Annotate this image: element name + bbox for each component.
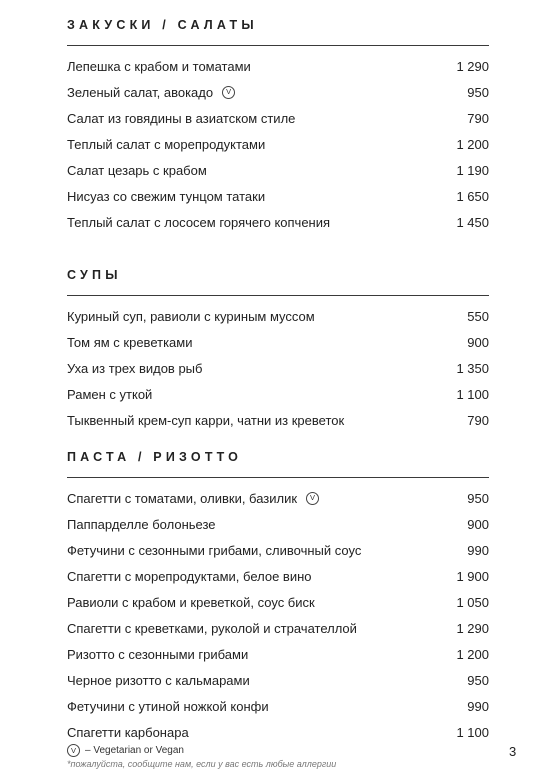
item-price: 950	[467, 84, 489, 100]
item-price: 900	[467, 334, 489, 350]
item-name: Равиоли с крабом и креветкой, соус биск	[67, 594, 315, 610]
menu-item	[67, 693, 489, 719]
vegetarian-icon: V	[306, 492, 319, 505]
menu-item	[67, 615, 489, 641]
item-name: Зеленый салат, авокадо	[67, 84, 214, 100]
item-name: Рамен с уткой	[67, 386, 153, 402]
menu-item	[67, 157, 489, 183]
item-price: 550	[467, 308, 489, 324]
item-price: 900	[467, 516, 489, 532]
item-name: Лепешка с крабом и томатами	[67, 58, 251, 74]
menu-item	[67, 511, 489, 537]
menu-item	[67, 563, 489, 589]
section-divider	[67, 477, 489, 478]
item-price: 1 200	[456, 646, 489, 662]
item-name: Том ям с креветками	[67, 334, 193, 350]
menu-item	[67, 209, 489, 235]
item-price: 1 050	[456, 594, 489, 610]
vegetarian-icon: V	[222, 86, 235, 99]
item-price: 790	[467, 110, 489, 126]
item-name: Спагетти с морепродуктами, белое вино	[67, 568, 312, 584]
menu-item	[67, 381, 489, 407]
item-name: Теплый салат с лососем горячего копчения	[67, 214, 331, 230]
item-name: Черное ризотто с кальмарами	[67, 672, 250, 688]
menu-items	[67, 303, 489, 433]
section-title: ПАСТА / РИЗОТТО	[67, 450, 243, 464]
menu-item	[67, 589, 489, 615]
section-title: ЗАКУСКИ / САЛАТЫ	[67, 18, 258, 32]
item-name: Салат цезарь с крабом	[67, 162, 207, 178]
item-name: Фетучини с утиной ножкой конфи	[67, 698, 269, 714]
menu-items	[67, 485, 489, 745]
allergy-note: *пожалуйста, сообщите нам, если у вас есть любые аллергии	[67, 759, 337, 769]
menu-item	[67, 407, 489, 433]
item-name: Тыквенный крем-суп карри, чатни из креветок	[67, 412, 345, 428]
item-price: 1 650	[456, 188, 489, 204]
menu-item	[67, 485, 489, 511]
section-pasta-risotto	[67, 447, 489, 745]
item-price: 1 200	[456, 136, 489, 152]
section-title: СУПЫ	[67, 268, 122, 282]
menu-item	[67, 537, 489, 563]
item-name: Уха из трех видов рыб	[67, 360, 203, 376]
section-divider	[67, 45, 489, 46]
menu-item	[67, 131, 489, 157]
item-name: Спагетти с томатами, оливки, базилик	[67, 490, 298, 506]
item-name: Салат из говядины в азиатском стиле	[67, 110, 296, 126]
item-price: 950	[467, 490, 489, 506]
item-name: Спагетти карбонара	[67, 724, 189, 740]
item-price: 1 190	[456, 162, 489, 178]
item-name: Теплый салат с морепродуктами	[67, 136, 266, 152]
section-divider	[67, 295, 489, 296]
menu-item	[67, 183, 489, 209]
menu-item	[67, 329, 489, 355]
menu-item	[67, 641, 489, 667]
item-price: 790	[467, 412, 489, 428]
item-price: 990	[467, 698, 489, 714]
page-number: 3	[509, 744, 517, 759]
legend-text: – Vegetarian or Vegan	[85, 745, 184, 756]
menu-item	[67, 79, 489, 105]
item-price: 1 100	[456, 386, 489, 402]
item-price: 1 290	[456, 620, 489, 636]
item-name: Паппарделле болоньезе	[67, 516, 216, 532]
item-name: Спагетти с креветками, руколой и страчателлой	[67, 620, 357, 636]
menu-item	[67, 53, 489, 79]
item-price: 990	[467, 542, 489, 558]
item-price: 1 290	[456, 58, 489, 74]
section-appetizers-salads	[67, 15, 489, 235]
item-name: Куриный суп, равиоли с куриным муссом	[67, 308, 315, 324]
menu-item	[67, 303, 489, 329]
item-name: Фетучини с сезонными грибами, сливочный соус	[67, 542, 362, 558]
menu-item	[67, 105, 489, 131]
item-price: 1 350	[456, 360, 489, 376]
menu-item	[67, 667, 489, 693]
item-name: Нисуаз со свежим тунцом татаки	[67, 188, 266, 204]
item-price: 1 450	[456, 214, 489, 230]
menu-items	[67, 53, 489, 235]
menu-item	[67, 719, 489, 745]
item-name: Ризотто с сезонными грибами	[67, 646, 249, 662]
item-price: 950	[467, 672, 489, 688]
menu-item	[67, 355, 489, 381]
section-soups	[67, 265, 489, 433]
vegetarian-icon: V	[67, 744, 80, 757]
item-price: 1 100	[456, 724, 489, 740]
vegetarian-legend	[67, 744, 184, 757]
item-price: 1 900	[456, 568, 489, 584]
